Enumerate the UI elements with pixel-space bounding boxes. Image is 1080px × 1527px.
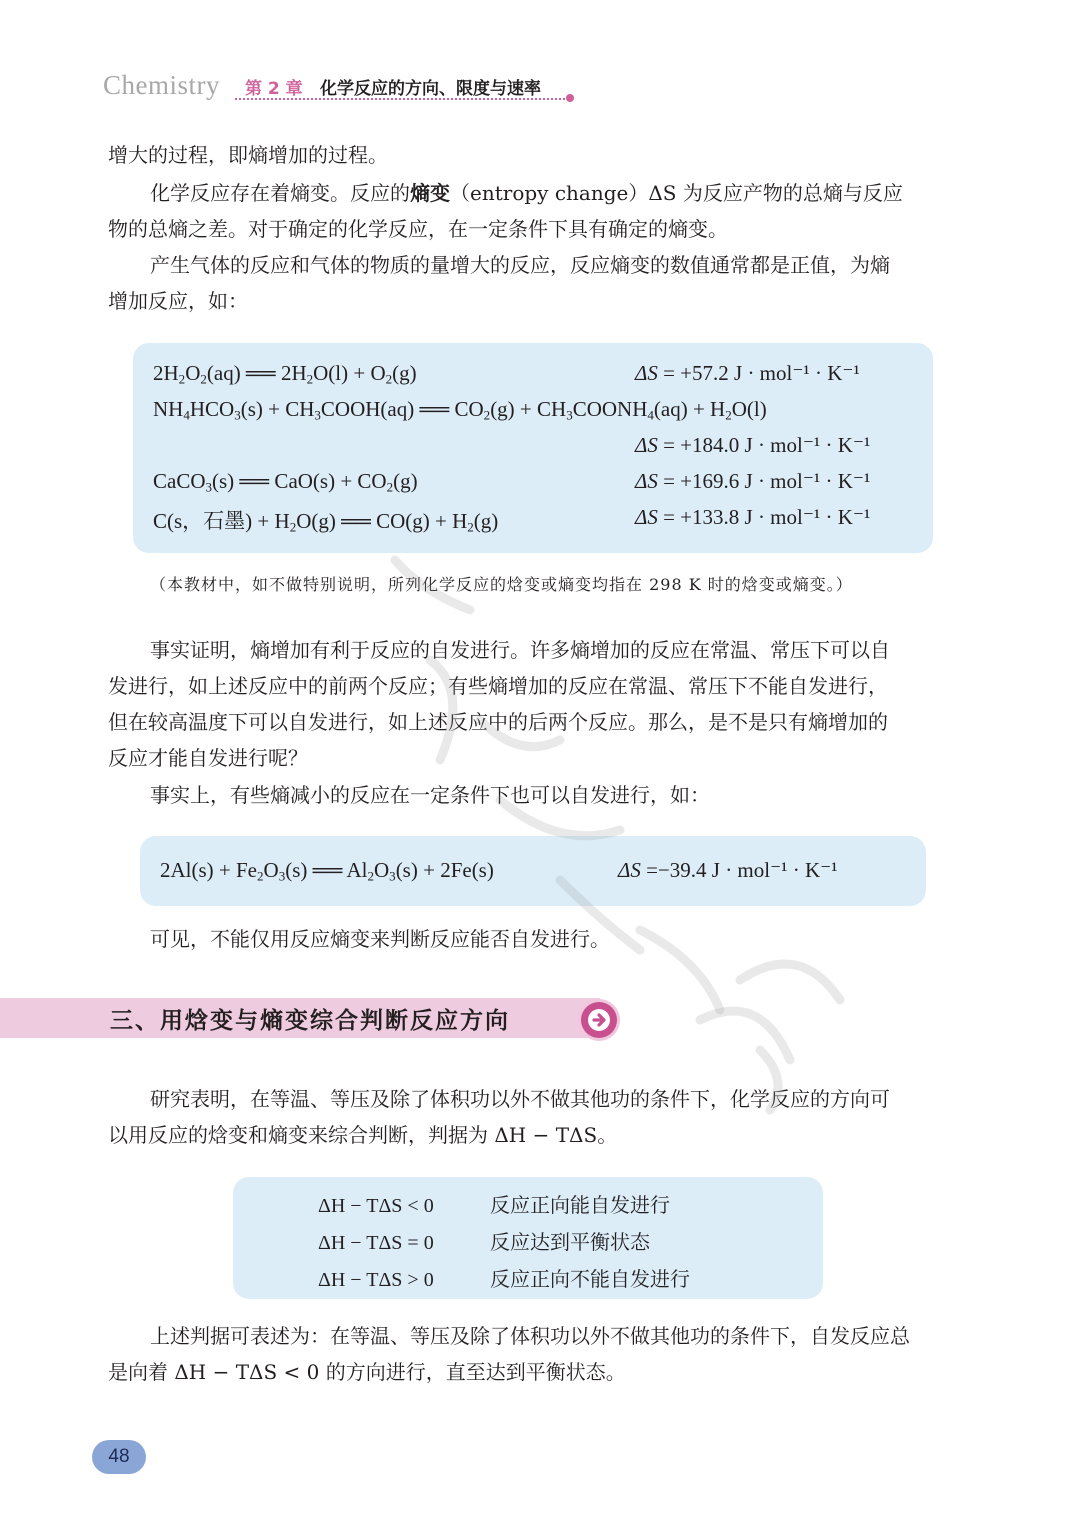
paragraph-text: 但在较高温度下可以自发进行，如上述反应中的后两个反应。那么，是不是只有熵增加的 [108,710,888,734]
criterion-expression: ΔH − TΔS = 0 [318,1232,434,1254]
paragraph-text: （entropy change）ΔS 为反应产物的总熵与反应 [450,181,903,205]
paragraph-text: 产生气体的反应和气体的物质的量增大的反应，反应熵变的数值通常都是正值，为熵 [150,253,890,277]
criterion-row-negative [318,1189,670,1218]
brand-chemistry: Chemistry [103,70,220,100]
paragraph-text: 化学反应存在着熵变。反应的 [150,181,410,205]
criteria-box [233,1177,823,1299]
paragraph-1 [108,137,964,173]
criterion-expression: ΔH − TΔS < 0 [318,1195,434,1217]
entropy-value: ΔS = +184.0 J · mol⁻¹ · K⁻¹ [635,433,871,457]
paragraph-8 [108,1318,964,1390]
page-number-badge: 48 [92,1440,146,1474]
paragraph-text: 事实上，有些熵减小的反应在一定条件下也可以自发进行，如： [150,783,710,807]
entropy-value: ΔS = +57.2 J · mol⁻¹ · K⁻¹ [635,361,860,385]
reaction-equation: CaCO$_3$(s) ══ $CaO(s) + CO_2(g)$ [153,469,418,495]
paragraph-text: 增加反应，如： [108,289,248,313]
section-title: 三、用焓变与熵变综合判断反应方向 [110,1008,510,1034]
paragraph-3 [108,247,964,319]
header-divider [235,98,569,100]
paragraph-text: 发进行，如上述反应中的前两个反应；有些熵增加的反应在常温、常压下不能自发进行， [108,674,888,698]
paragraph-text: 以用反应的焓变和熵变来综合判断，判据为 ΔH − TΔS。 [108,1123,618,1147]
criterion-row-zero [318,1226,650,1255]
paragraph-6 [108,921,964,957]
paragraph-2 [108,175,964,247]
criterion-meaning: 反应达到平衡状态 [490,1230,650,1254]
paragraph-text: 事实证明，熵增加有利于反应的自发进行。许多熵增加的反应在常温、常压下可以自 [150,638,890,662]
paragraph-text: 研究表明，在等温、等压及除了体积功以外不做其他功的条件下，化学反应的方向可 [150,1087,890,1111]
entropy-value: ΔS =−39.4 J · mol⁻¹ · K⁻¹ [618,858,838,882]
header-divider-dot [566,94,574,102]
term-entropy-change: 熵变 [410,181,450,205]
chapter-number: 第 2 章 [245,79,303,99]
paragraph-text: 物的总熵之差。对于确定的化学反应，在一定条件下具有确定的熵变。 [108,217,728,241]
chapter-title: 化学反应的方向、限度与速率 [320,79,541,99]
reaction-equation: $2Al(s) + Fe_2O_3(s)$ ══ $Al_2O_3(s) + 2Fe(s)$ [160,858,494,884]
paragraph-7 [108,1081,964,1153]
paragraph-5 [108,777,964,813]
footnote-298k: （本教材中，如不做特别说明，所列化学反应的焓变或熵变均指在 298 K 时的焓变或熵变。） [150,575,853,594]
paragraph-text: 反应才能自发进行呢？ [108,746,308,770]
paragraph-text: 是向着 ΔH − TΔS < 0 的方向进行，直至达到平衡状态。 [108,1360,626,1384]
criterion-meaning: 反应正向不能自发进行 [490,1267,690,1291]
reaction-equation: $2H_2O_2(aq)$ ══ $2H_2O(l) + O_2(g)$ [153,361,417,387]
reaction-box-entropy-decrease [140,836,926,906]
reaction-equation: $NH_4HCO_3(s)$ + $CH_3COOH(aq)$ ══ $CO_2(g)$ + $CH_3COONH_4(aq) + H_2O(l)$ [153,397,767,423]
paragraph-text: 上述判据可表述为：在等温、等压及除了体积功以外不做其他功的条件下，自发反应总 [150,1324,910,1348]
criterion-expression: ΔH − TΔS > 0 [318,1269,434,1291]
paragraph-4 [108,632,964,776]
criterion-meaning: 反应正向能自发进行 [490,1193,670,1217]
entropy-value: ΔS = +169.6 J · mol⁻¹ · K⁻¹ [635,469,871,493]
criterion-row-positive [318,1263,690,1292]
arrow-right-icon [581,1002,617,1038]
reaction-box-entropy-increase [133,343,933,553]
reaction-equation: C(s，石墨) + $H_2O(g)$ ══ $CO(g) + H_2(g)$ [153,509,499,535]
paragraph-text: 增大的过程，即熵增加的过程。 [108,143,388,167]
paragraph-text: 可见，不能仅用反应熵变来判断反应能否自发进行。 [150,927,610,951]
entropy-value: ΔS = +133.8 J · mol⁻¹ · K⁻¹ [635,505,871,529]
